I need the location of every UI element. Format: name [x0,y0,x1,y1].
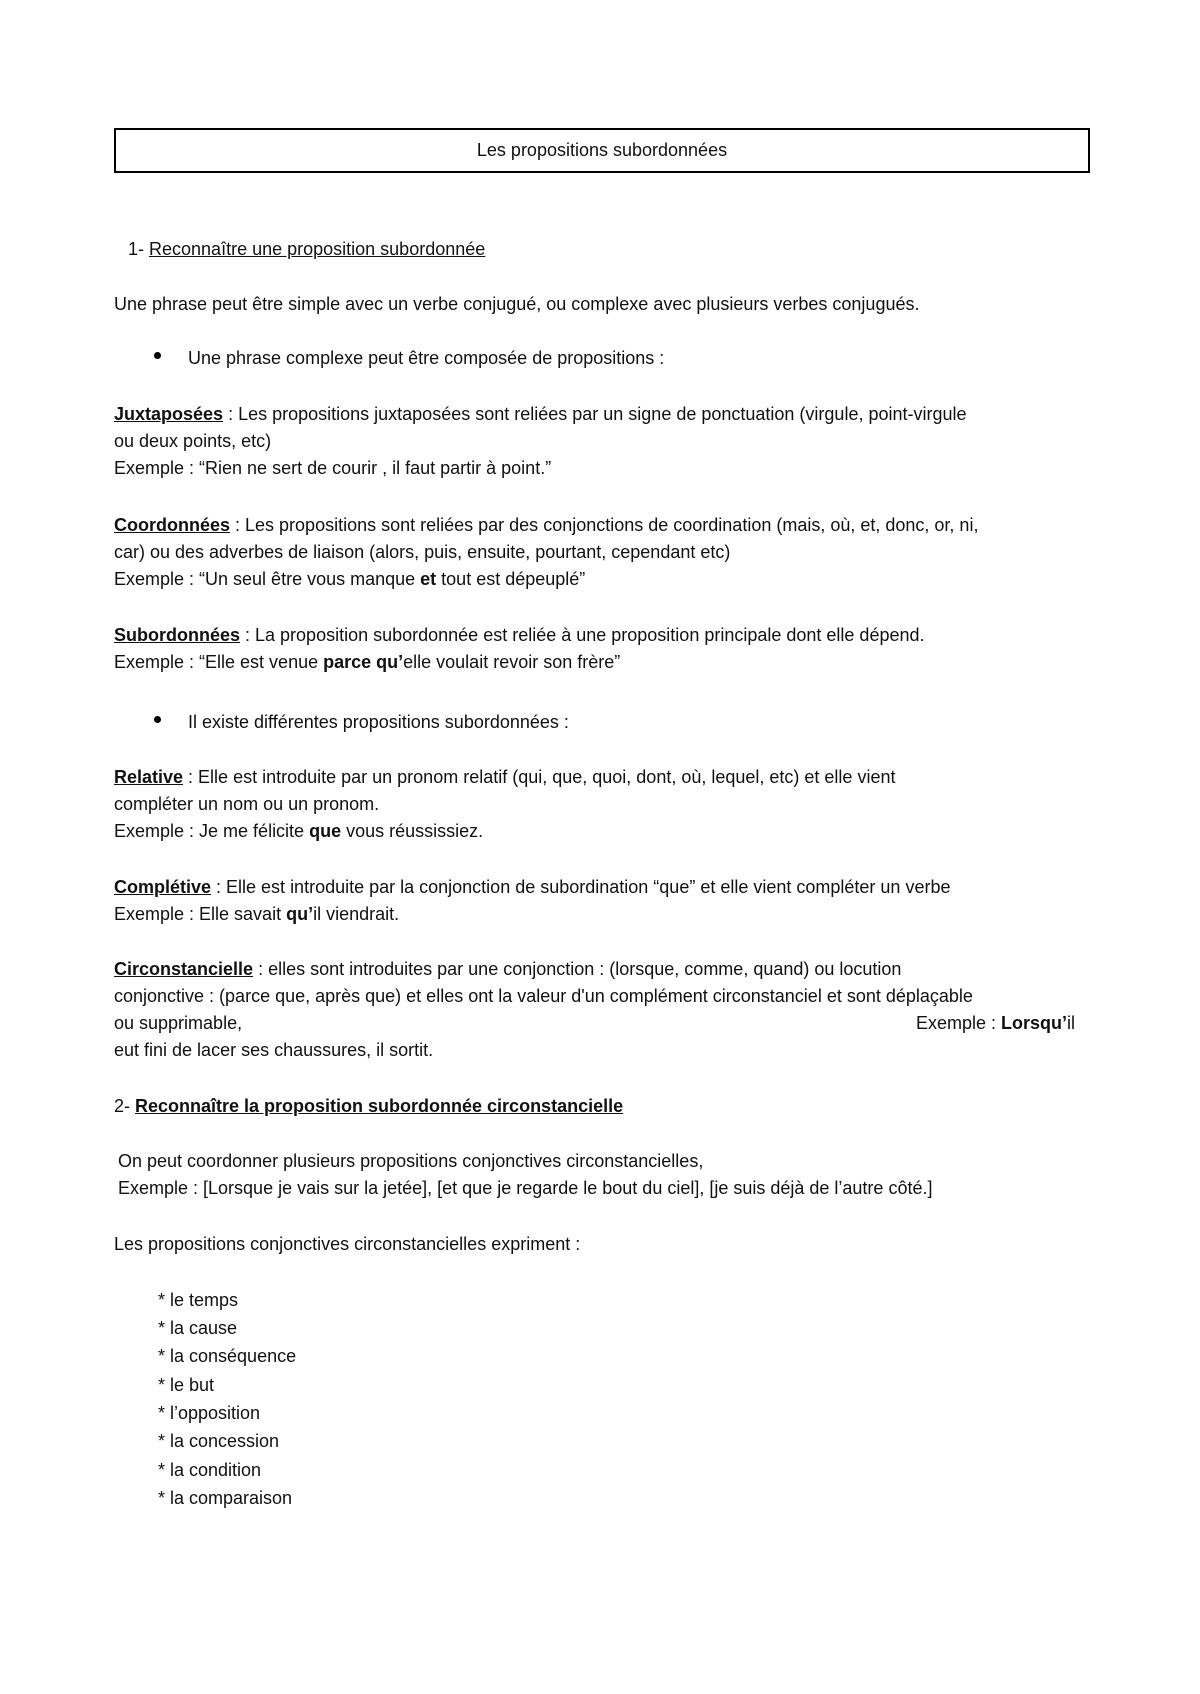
list-item: * le but [158,1375,215,1395]
list-item: * la cause [158,1318,238,1338]
relative-example-bold: que [309,821,342,841]
bullet-dot-2 [154,716,161,723]
circ-example [916,1012,1075,1034]
relative-example-pre: Exemple : Je me félicite [114,821,310,841]
relative-text: : Elle est introduite par un pronom relatif (qui, que, quoi, dont, où, lequel, etc) et elle vient [183,767,896,787]
coord-example [114,568,585,590]
circ-text3: ou supprimable, [114,1013,243,1033]
juxta-text: : Les propositions juxtaposées sont reliées par un signe de ponctuation (virgule, point-virgule [223,404,967,424]
section1-intro: Une phrase peut être simple avec un verbe conjugué, ou complexe avec plusieurs verbes conjugués. [114,294,920,314]
section1-title: Reconnaître une proposition subordonnée [149,239,486,259]
completive-label: Complétive [114,877,212,897]
list-item: * la concession [158,1431,280,1451]
completive-example [114,903,399,925]
circ-line [114,958,901,980]
section2-p3: Les propositions conjonctives circonstancielles expriment : [114,1234,581,1254]
subord-line [114,624,925,646]
subord-example-bold: parce qu’ [323,652,404,672]
circ-text: : elles sont introduites par une conjonction : (lorsque, comme, quand) ou locution [253,959,902,979]
list-item: * l’opposition [158,1403,261,1423]
bullet-text-2: Il existe différentes propositions subordonnées : [188,712,569,732]
subord-example-pre: Exemple : “Elle est venue [114,652,324,672]
coord-example-bold: et [420,569,437,589]
subord-example [114,651,620,673]
coord-example-post: tout est dépeuplé” [436,569,586,589]
juxta-example: Exemple : “Rien ne sert de courir , il faut partir à point.” [114,458,552,478]
completive-example-post: il viendrait. [313,904,400,924]
title-box [114,128,1090,173]
section1-heading [128,238,485,260]
circ-example-post: il [1067,1013,1076,1033]
section2-number: 2- [114,1096,136,1116]
section2-p1: On peut coordonner plusieurs propositions conjonctives circonstancielles, [118,1151,704,1171]
relative-text2: compléter un nom ou un pronom. [114,794,380,814]
page-title: Les propositions subordonnées [476,140,728,160]
coord-text2: car) ou des adverbes de liaison (alors, puis, ensuite, pourtant, cependant etc) [114,542,731,562]
completive-line [114,876,950,898]
coord-text: : Les propositions sont reliées par des conjonctions de coordination (mais, où, et, donc, or, ni, [230,515,979,535]
circ-example-bold: Lorsqu’ [1001,1013,1068,1033]
completive-text: : Elle est introduite par la conjonction de subordination “que” et elle vient compléter un verbe [211,877,951,897]
relative-example-post: vous réussissiez. [341,821,484,841]
subord-text: : La proposition subordonnée est reliée à une proposition principale dont elle dépend. [240,625,925,645]
juxta-line [114,403,967,425]
section2-p2: Exemple : [Lorsque je vais sur la jetée], [et que je regarde le bout du ciel], [je suis déjà de l’autre côté.] [118,1178,933,1198]
relative-label: Relative [114,767,184,787]
bullet-text-1: Une phrase complexe peut être composée de propositions : [188,348,665,368]
relative-example [114,820,483,842]
coord-label: Coordonnées [114,515,231,535]
section2-title: Reconnaître la proposition subordonnée circonstancielle [135,1096,624,1116]
circ-example-pre: Exemple : [916,1013,1002,1033]
list-item: * la conséquence [158,1346,297,1366]
coord-example-pre: Exemple : “Un seul être vous manque [114,569,421,589]
juxta-text2: ou deux points, etc) [114,431,272,451]
circ-text2: conjonctive : (parce que, après que) et elles ont la valeur d'un complément circonstanciel et sont déplaçable [114,986,973,1006]
circ-text4: eut fini de lacer ses chaussures, il sortit. [114,1040,434,1060]
list-item: * la comparaison [158,1488,293,1508]
subord-label: Subordonnées [114,625,241,645]
section2-heading [114,1095,623,1117]
section1-number: 1- [128,239,150,259]
list-item: * le temps [158,1290,239,1310]
bullet-dot-1 [154,352,161,359]
relative-line [114,766,895,788]
juxta-label: Juxtaposées [114,404,224,424]
completive-example-pre: Exemple : Elle savait [114,904,287,924]
completive-example-bold: qu’ [286,904,314,924]
list-item: * la condition [158,1460,262,1480]
circ-label: Circonstancielle [114,959,254,979]
subord-example-post: elle voulait revoir son frère” [403,652,621,672]
coord-line [114,514,978,536]
